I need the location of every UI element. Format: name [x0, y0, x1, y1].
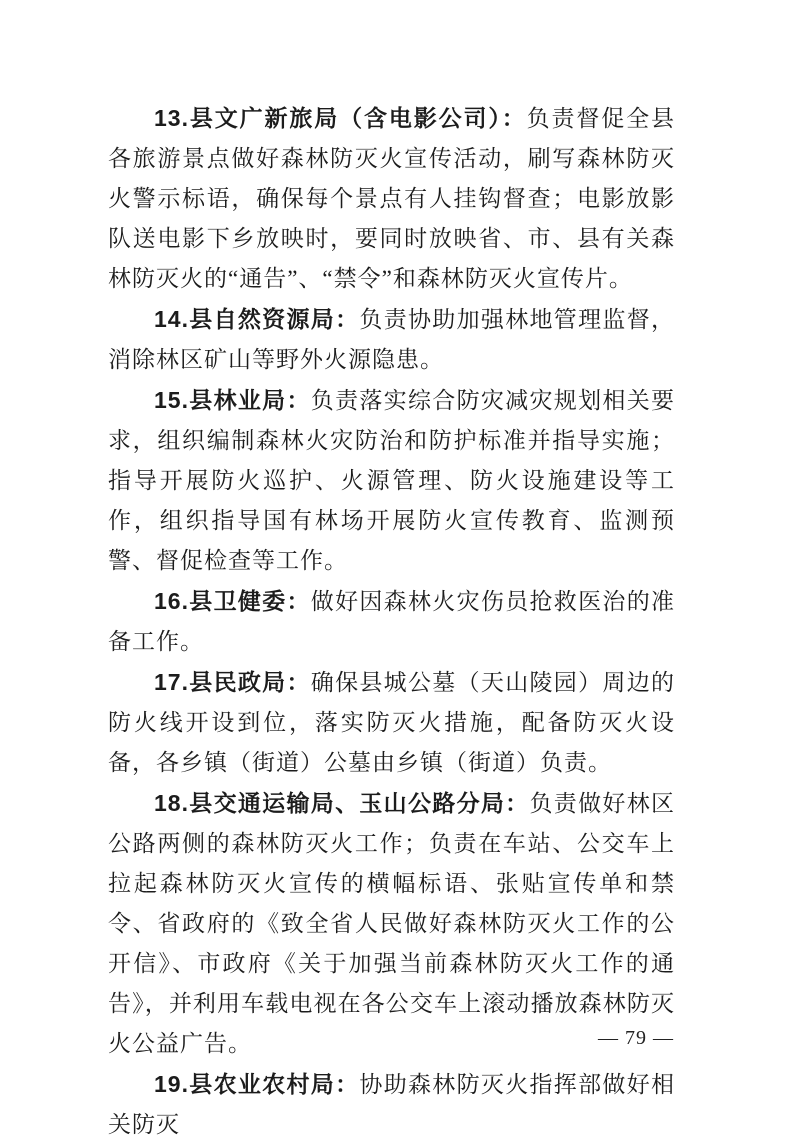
paragraph-head: 19.县农业农村局：	[154, 1071, 360, 1097]
paragraph	[108, 581, 675, 662]
paragraph-body: 负责协助加强林地管理监督，消除林区矿山等野外火源隐患。	[108, 307, 675, 372]
paragraph-body: 做好因森林火灾伤员抢救医治的准备工作。	[108, 589, 675, 654]
paragraph-head: 17.县民政局：	[154, 669, 311, 695]
paragraph-head: 13.县文广新旅局（含电影公司）：	[154, 105, 527, 131]
paragraph	[108, 662, 675, 783]
paragraph	[108, 1064, 675, 1145]
paragraph-body: 协助森林防灭火指挥部做好相关防灭	[108, 1072, 675, 1137]
paragraph-body: 确保县城公墓（天山陵园）周边的防火线开设到位，落实防灭火措施，配备防灭火设备，各乡镇（街道）公墓由乡镇（街道）负责。	[108, 670, 675, 775]
paragraph-body: 负责做好林区公路两侧的森林防灭火工作；负责在车站、公交车上拉起森林防灭火宣传的横幅标语、张贴宣传单和禁令、省政府的《致全省人民做好森林防灭火工作的公开信》、市政府《关于加强当前森林防灭火工作的通告》，并利用车载电视在各公交车上滚动播放森林防灭火公益广告。	[108, 791, 676, 1056]
paragraph	[108, 299, 675, 380]
paragraph-body: 负责落实综合防灾减灾规划相关要求，组织编制森林火灾防治和防护标准并指导实施；指导开展防火巡护、火源管理、防火设施建设等工作，组织指导国有林场开展防火宣传教育、监测预警、督促检查等工作。	[108, 388, 675, 573]
paragraph-head: 14.县自然资源局：	[154, 306, 360, 332]
paragraph	[108, 98, 675, 299]
paragraph	[108, 783, 675, 1064]
paragraph-head: 18.县交通运输局、玉山公路分局：	[154, 790, 530, 816]
paragraph-head: 16.县卫健委：	[154, 588, 311, 614]
page-number: — 79 —	[598, 1027, 674, 1049]
paragraph	[108, 380, 675, 581]
paragraph-head: 15.县林业局：	[154, 387, 311, 413]
paragraph-body: 负责督促全县各旅游景点做好森林防灭火宣传活动，刷写森林防灭火警示标语，确保每个景点有人挂钩督查；电影放影队送电影下乡放映时，要同时放映省、市、县有关森林防灭火的“通告”、“禁令”和森林防灭火宣传片。	[108, 106, 676, 291]
document-body	[108, 98, 675, 1145]
